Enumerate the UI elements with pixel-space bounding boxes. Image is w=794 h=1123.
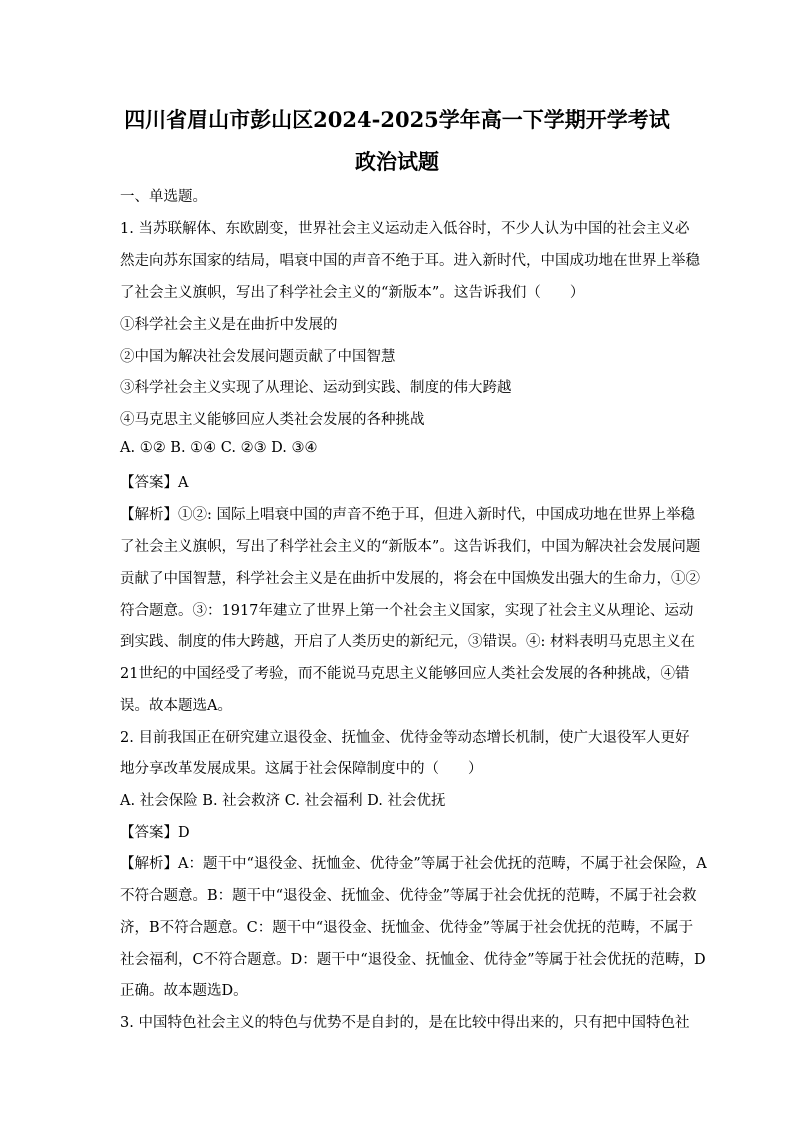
- analysis-line: 社会福利，C不符合题意。D：题干中“退役金、抚恤金、优待金”等属于社会优抚的范畴，D: [120, 952, 706, 968]
- option-line: ②中国为解决社会发展问题贡献了中国智慧: [120, 349, 396, 365]
- analysis-line: 贡献了中国智慧，科学社会主义是在曲折中发展的，将会在中国焕发出强大的生命力，①②: [120, 571, 700, 587]
- section-heading: 一、单选题。: [120, 189, 207, 205]
- choice-line: A. 社会保险 B. 社会救济 C. 社会福利 D. 社会优抚: [120, 793, 446, 809]
- text-line: 然走向苏东国家的结局，唱衰中国的声音不绝于耳。进入新时代，中国成功地在世界上举稳: [120, 253, 700, 269]
- answer-line: 【答案】A: [120, 475, 189, 491]
- option-line: ④马克思主义能够回应人类社会发展的各种挑战: [120, 412, 425, 428]
- exam-subtitle: 政治试题: [355, 149, 439, 174]
- analysis-line: 了社会主义旗帜，写出了科学社会主义的“新版本”。这告诉我们，中国为解决社会发展问题: [120, 539, 701, 555]
- analysis-line: 【解析】A：题干中“退役金、抚恤金、优待金”等属于社会优抚的范畴，不属于社会保险，A: [120, 856, 707, 872]
- text-line: 2. 目前我国正在研究建立退役金、抚恤金、优待金等动态增长机制，使广大退役军人更好: [120, 730, 690, 746]
- analysis-line: 不符合题意。B：题干中“退役金、抚恤金、优待金”等属于社会优抚的范畴，不属于社会救: [120, 888, 697, 904]
- text-line: 地分享改革发展成果。这属于社会保障制度中的（ ）: [120, 761, 483, 777]
- choice-line: A. ①② B. ①④ C. ②③ D. ③④: [120, 440, 318, 456]
- analysis-line: 济，B不符合题意。C：题干中“退役金、抚恤金、优待金”等属于社会优抚的范畴，不属于: [120, 920, 694, 936]
- analysis-line: 符合题意。③：1917年建立了世界上第一个社会主义国家，实现了社会主义从理论、运动: [120, 603, 694, 619]
- analysis-line: 误。故本题选A。: [120, 698, 232, 714]
- option-line: ①科学社会主义是在曲折中发展的: [120, 317, 338, 333]
- text-line: 1. 当苏联解体、东欧剧变，世界社会主义运动走入低谷时，不少人认为中国的社会主义必: [120, 221, 690, 237]
- text-line: 3. 中国特色社会主义的特色与优势不是自封的，是在比较中得出来的，只有把中国特色社: [120, 1015, 690, 1031]
- text-line: 了社会主义旗帜，写出了科学社会主义的“新版本”。这告诉我们（ ）: [120, 285, 585, 301]
- answer-line: 【答案】D: [120, 825, 190, 841]
- exam-title: 四川省眉山市彭山区2024-2025学年高一下学期开学考试: [124, 107, 670, 132]
- analysis-line: 正确。故本题选D。: [120, 983, 248, 999]
- analysis-line: 21世纪的中国经受了考验，而不能说马克思主义能够回应人类社会发展的各种挑战，④错: [120, 666, 690, 682]
- analysis-line: 【解析】①②: 国际上唱衰中国的声音不绝于耳，但进入新时代，中国成功地在世界上举稳: [120, 507, 695, 523]
- analysis-line: 到实践、制度的伟大跨越，开启了人类历史的新纪元，③错误。④: 材料表明马克思主义在: [120, 634, 695, 650]
- option-line: ③科学社会主义实现了从理论、运动到实践、制度的伟大跨越: [120, 380, 512, 396]
